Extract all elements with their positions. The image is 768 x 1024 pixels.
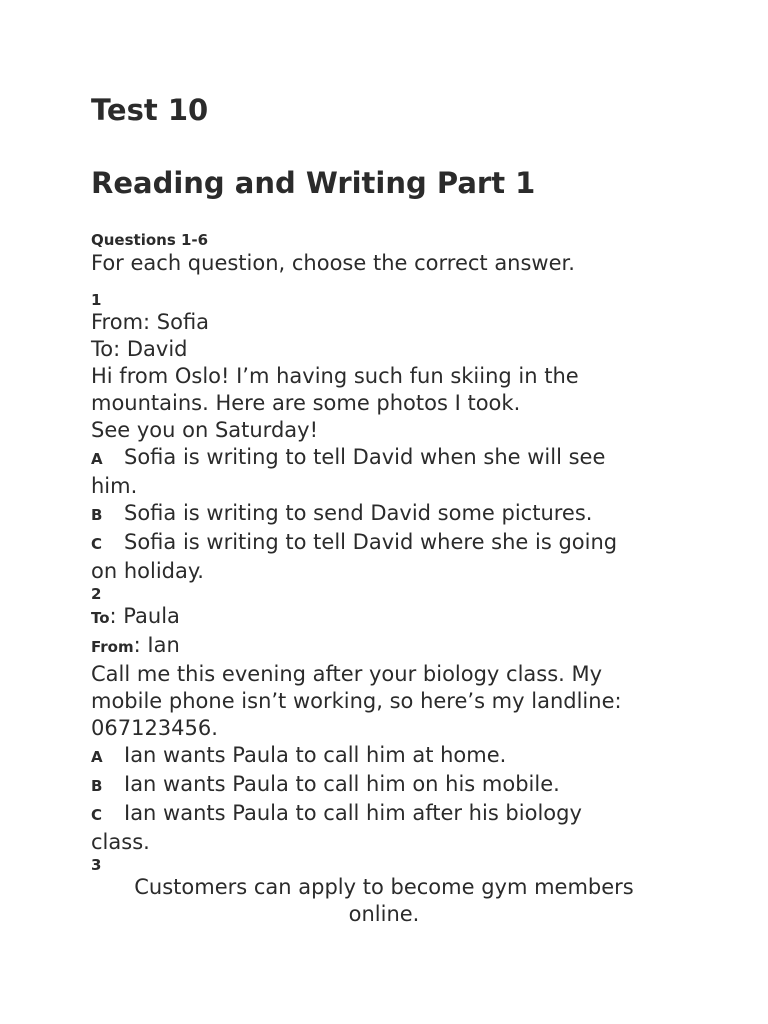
question-number: 3 (91, 856, 102, 874)
option-letter: C (91, 806, 103, 824)
notice-text-line: online. (348, 902, 420, 926)
message-body-line: 067123456. (91, 716, 218, 740)
option-text: Ian wants Paula to call him on his mobile. (124, 772, 560, 796)
answer-option-c[interactable] (91, 529, 671, 585)
section-title: Reading and Writing Part 1 (91, 166, 536, 200)
message-to (91, 603, 671, 632)
to-value: : Paula (109, 604, 180, 628)
question-number: 1 (91, 291, 102, 309)
option-letter: B (91, 506, 103, 524)
question-1 (91, 291, 671, 585)
message-body-line: Call me this evening after your biology class. My (91, 662, 603, 686)
instruction-text: For each question, choose the correct answer. (91, 251, 575, 275)
from-label: From (91, 638, 134, 656)
option-text-continued: him. (91, 474, 138, 498)
question-content (91, 230, 671, 928)
option-letter: B (91, 777, 103, 795)
option-text: Ian wants Paula to call him at home. (124, 743, 507, 767)
answer-option-b[interactable] (91, 500, 671, 529)
question-number: 2 (91, 585, 102, 603)
questions-range: Questions 1-6 (91, 231, 209, 249)
option-text: Sofia is writing to tell David where she is going (124, 530, 618, 554)
option-text-continued: on holiday. (91, 559, 204, 583)
option-text: Ian wants Paula to call him after his biology (124, 801, 582, 825)
question-2 (91, 585, 671, 856)
answer-option-c[interactable] (91, 800, 671, 856)
option-text: Sofia is writing to send David some pictures. (124, 501, 593, 525)
message-from (91, 632, 671, 661)
spacer (91, 277, 671, 291)
message-body-line: Hi from Oslo! I’m having such fun skiing in the (91, 364, 579, 388)
page-title: Test 10 (91, 93, 209, 127)
option-letter: A (91, 450, 103, 468)
notice-text-line: Customers can apply to become gym members (134, 875, 634, 899)
message-body-line: mountains. Here are some photos I took. (91, 391, 521, 415)
to-label: To (91, 609, 110, 627)
from-value: : Ian (133, 633, 180, 657)
message-body-line: See you on Saturday! (91, 418, 318, 442)
answer-option-a[interactable] (91, 444, 671, 500)
message-from: From: Sofia (91, 310, 210, 334)
message-body-line: mobile phone isn’t working, so here’s my landline: (91, 689, 622, 713)
answer-option-a[interactable] (91, 742, 671, 771)
message-to: To: David (91, 337, 188, 361)
question-3 (91, 856, 671, 928)
answer-option-b[interactable] (91, 771, 671, 800)
option-text: Sofia is writing to tell David when she will see (124, 445, 606, 469)
option-text-continued: class. (91, 830, 150, 854)
option-letter: C (91, 535, 103, 553)
option-letter: A (91, 748, 103, 766)
